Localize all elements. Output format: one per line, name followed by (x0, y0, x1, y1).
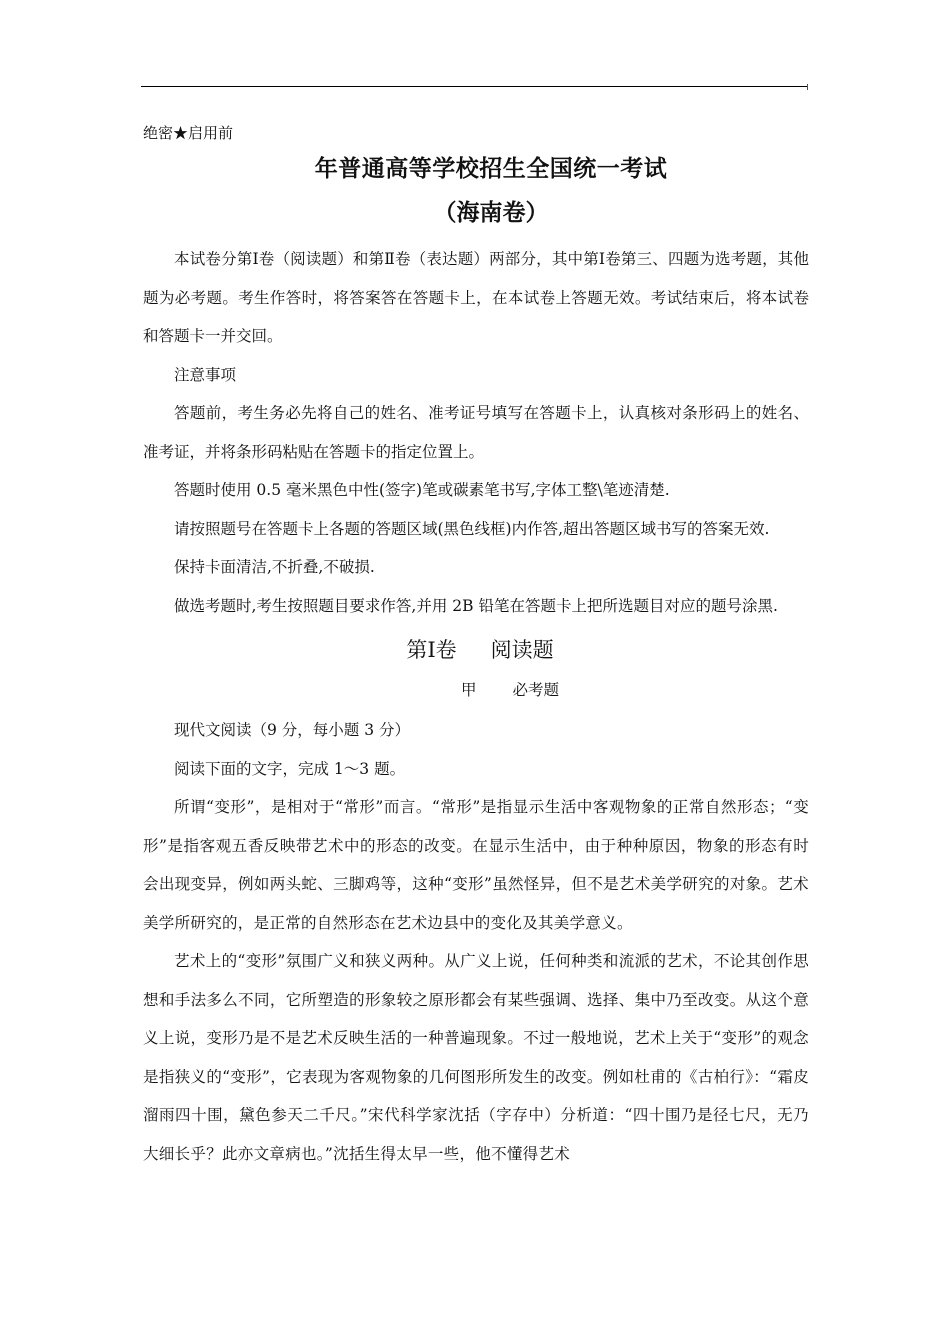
confidential-mark: 绝密★启用前 (143, 124, 234, 142)
notice-item: 答题前，考生务必先将自己的姓名、准考证号填写在答题卡上，认真核对条形码上的姓名、准考证，并将条形码粘贴在答题卡的指定位置上。 (143, 404, 809, 461)
notice-item: 请按照题号在答题卡上各题的答题区域(黑色线框)内作答,超出答题区域书写的答案无效. (174, 519, 770, 538)
section-heading (151, 633, 809, 667)
volume-name: 阅读题 (490, 638, 554, 662)
part-name: 必考题 (512, 681, 560, 699)
instructions-intro: 本试卷分第Ⅰ卷（阅读题）和第Ⅱ卷（表达题）两部分，其中第Ⅰ卷第三、四题为选考题，其他题为必考题。考生作答时，将答案答在答题卡上，在本试卷上答题无效。考试结束后，将本试卷和答题卡一并交回。 (143, 250, 809, 345)
notice-item: 保持卡面清洁,不折叠,不破损. (174, 558, 375, 576)
header-rule-end-mark (807, 84, 808, 90)
exam-title: 年普通高等学校招生全国统一考试 (314, 155, 668, 182)
notice-item: 做选考题时,考生按照题目要求作答,并用 2B 铅笔在答题卡上把所选题目对应的题号涂黑. (174, 596, 778, 615)
reading-prompt: 阅读下面的文字，完成 1～3 题。 (174, 759, 406, 778)
notice-item: 答题时使用 0.5 毫米黑色中性(签字)笔或碳素笔书写,字体工整\笔迹清楚. (174, 481, 670, 499)
exam-page (143, 118, 809, 1173)
passage-paragraph: 艺术上的“变形”氛围广义和狭义两种。从广义上说，任何种类和流派的艺术，不论其创作思想和手法多么不同，它所塑造的形象较之原形都会有某些强调、选择、集中乃至改变。从这个意义上说，变形乃是不是艺术反映生活的一种普遍现象。不过一般地说，艺术上关于“变形”的观念是指狭义的“变形”，它表现为客观物象的几何图形所发生的改变。例如杜甫的《古柏行》：“霜皮溜雨四十围，黛色参天二千尺。”宋代科学家沈括（字存中）分析道：“四十围乃是径七尺，无乃大细长乎？此亦文章病也。”沈括生得太早一些，他不懂得艺术 (143, 952, 809, 1163)
passage-paragraph: 所谓“变形”，是相对于“常形”而言。“常形”是指显示生活中客观物象的正常自然形态；“变形”是指客观五香反映带艺术中的形态的改变。在显示生活中，由于种种原因，物象的形态有时会出现变异，例如两头蛇、三脚鸡等，这种“变形”虽然怪异，但不是艺术美学研究的对象。艺术美学所研究的，是正常的自然形态在艺术边县中的变化及其美学意义。 (143, 798, 809, 932)
volume-label: 第Ⅰ卷 (406, 638, 457, 662)
reading-passage (143, 788, 809, 1173)
part-heading (211, 673, 809, 707)
notice-title: 注意事项 (174, 365, 237, 384)
part-label: 甲 (460, 681, 477, 699)
exam-subtitle: （海南卷） (433, 199, 549, 226)
instructions (143, 240, 809, 625)
question-group-title: 现代文阅读（9 分，每小题 3 分） (174, 721, 411, 739)
header-rule (141, 86, 808, 87)
